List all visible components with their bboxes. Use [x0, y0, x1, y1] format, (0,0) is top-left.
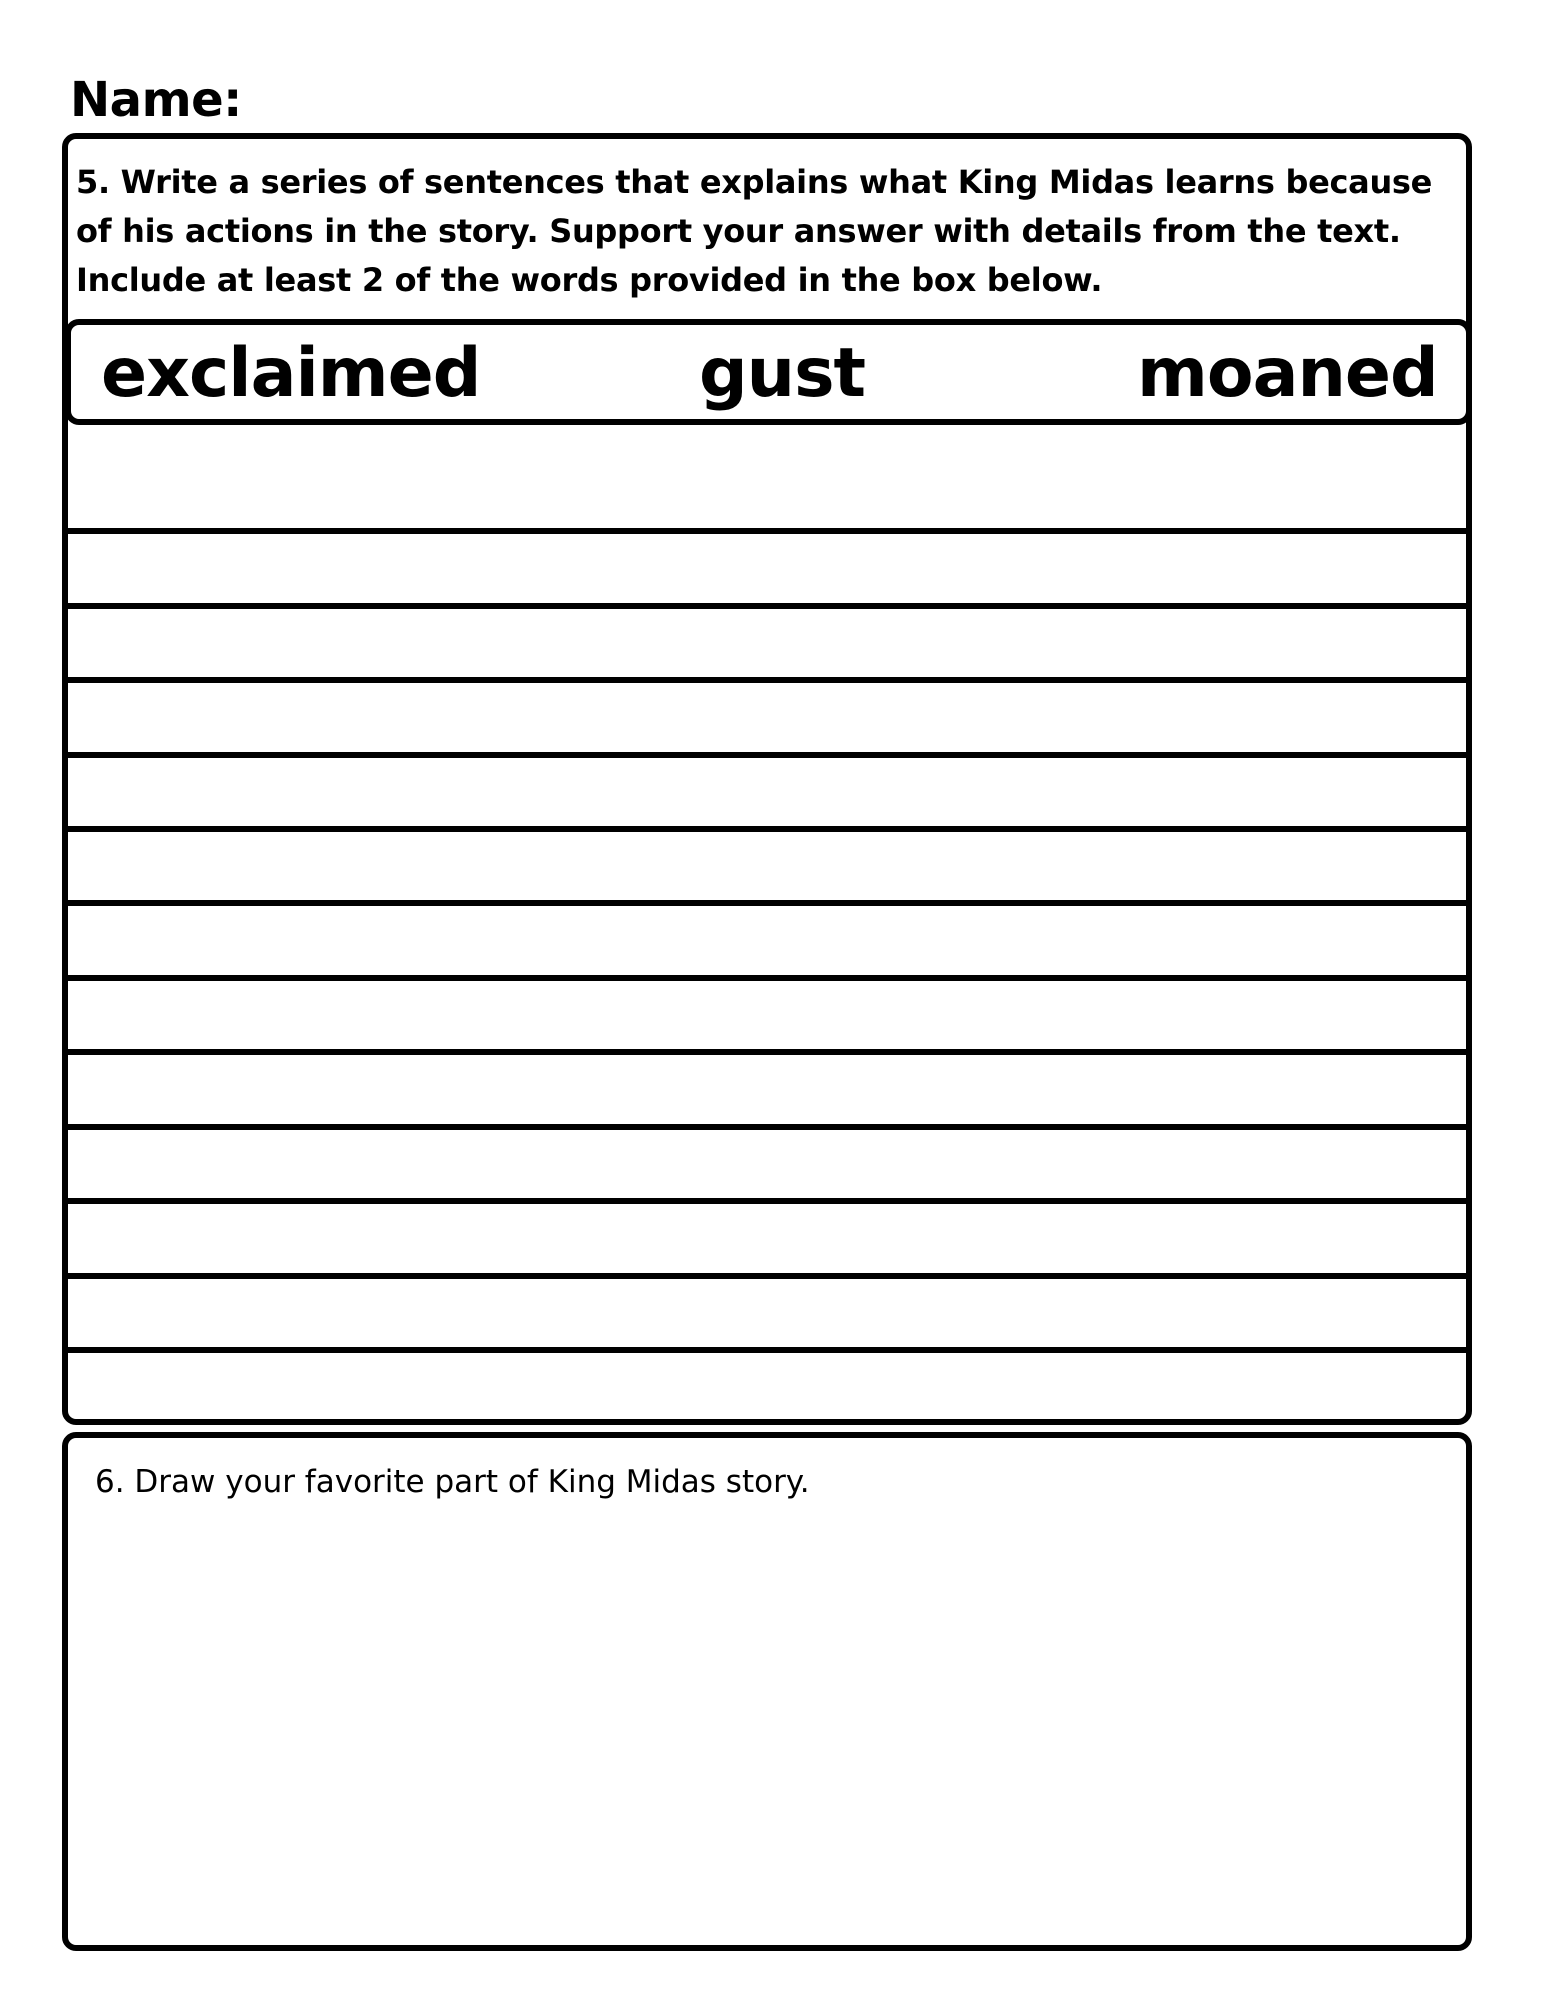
- word-bank-word-exclaimed: exclaimed: [101, 334, 481, 413]
- writing-line: [62, 603, 1472, 609]
- writing-line: [62, 975, 1472, 981]
- writing-line: [62, 1347, 1472, 1353]
- writing-line: [62, 1198, 1472, 1204]
- writing-line: [62, 752, 1472, 758]
- question-6-drawing-box[interactable]: [62, 1432, 1472, 1951]
- word-bank-box: [65, 319, 1472, 425]
- word-bank-word-gust: gust: [699, 334, 866, 413]
- writing-line: [62, 528, 1472, 534]
- word-bank-word-moaned: moaned: [1137, 334, 1438, 413]
- question-5-box: [62, 133, 1472, 1425]
- writing-line: [62, 1049, 1472, 1055]
- writing-line: [62, 826, 1472, 832]
- question-6-prompt: 6. Draw your favorite part of King Midas story.: [95, 1464, 810, 1500]
- name-label: Name:: [70, 72, 242, 128]
- writing-line: [62, 677, 1472, 683]
- writing-line: [62, 900, 1472, 906]
- writing-line: [62, 1124, 1472, 1130]
- writing-line: [62, 1273, 1472, 1279]
- question-5-prompt: 5. Write a series of sentences that explains what King Midas learns because of his actions in the story. Support your answer with details from the text. Include at least 2 of the words provided in the box below.: [76, 163, 1433, 299]
